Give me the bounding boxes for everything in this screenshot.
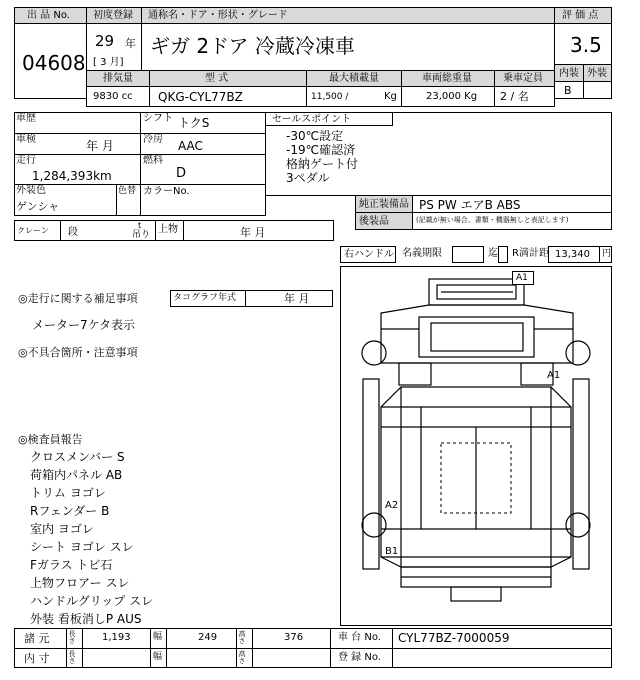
lot-number-cell [14, 23, 87, 99]
interior-label-cell [554, 64, 584, 82]
length-value: 1,193 [102, 632, 131, 643]
year-cell [86, 23, 142, 71]
name-change-label: 名義期限 [402, 248, 442, 259]
crane-dan: 段 [68, 227, 78, 238]
gross-weight-label: 車両総重量 [422, 73, 472, 84]
supplement-label: ◎走行に関する補足事項 [18, 292, 138, 305]
lot-label: 出 品 No. [27, 10, 70, 21]
damage-mark-label: A1 [516, 273, 528, 283]
fuel-value: D [176, 166, 187, 181]
truck-outline-icon [341, 267, 611, 625]
interior-label: 内装 [559, 68, 579, 79]
name-label-cell [141, 7, 555, 24]
sales-point-item: 3ペダル [286, 171, 330, 185]
inspector-item: ハンドルグリップ スレ [30, 594, 154, 608]
mileage-value: 1,284,393km [32, 169, 112, 183]
inspector-item: Rフェンダー B [30, 504, 110, 518]
year-value: 29 [95, 32, 115, 50]
inspection-value: 年 月 [86, 139, 114, 153]
chassis-label: 車 台 No. [338, 632, 381, 643]
inner-label: 内 寸 [24, 652, 50, 665]
damage-mark-a1-right: A1 [547, 370, 561, 381]
model-label: 型 式 [205, 73, 229, 84]
score-label: 評 価 点 [562, 10, 599, 21]
car-name-cell [141, 23, 555, 71]
name-change-box [452, 246, 484, 263]
crane-label: クレーン [17, 226, 49, 235]
car-name: ギガ 2ドア 冷蔵冷凍車 [150, 34, 355, 58]
gross-weight-cell [401, 86, 495, 107]
inspector-item: 室内 ヨゴレ [30, 522, 94, 536]
color-no-label: 色替 [118, 186, 137, 196]
sales-point-item: -30℃設定 [286, 129, 344, 143]
lot-label-cell [14, 7, 87, 24]
year-unit: 年 [125, 37, 136, 50]
ac-label: 冷房 [143, 134, 163, 145]
sales-point-item: 格納ゲート付 [286, 157, 359, 171]
max-load-label-cell [306, 70, 402, 87]
max-load-cell [306, 86, 402, 107]
lot-number: 04608 [22, 51, 86, 75]
mileage-meter-label: 迄 [488, 248, 498, 259]
max-load-label: 最大積載量 [329, 73, 379, 84]
inspector-item: クロスメンバー S [30, 450, 125, 464]
inspector-item: 荷箱内パネル AB [30, 468, 123, 482]
mileage-meter-box [498, 246, 508, 263]
color-code-label: カラーNo. [143, 186, 190, 197]
model-label-cell [149, 70, 307, 87]
capacity-cell [494, 86, 555, 107]
displacement-label: 排気量 [103, 73, 133, 84]
chassis-value: CYL77BZ-7000059 [398, 631, 510, 645]
height-label: 高さ [238, 630, 246, 644]
interior-grade-cell [554, 81, 584, 99]
inspector-item: 外装 看板消しP AUS [30, 612, 142, 626]
inspector-label: ◎検査員報告 [18, 433, 83, 446]
genuine-value: PS PW エアB ABS [419, 198, 521, 212]
inner-length-label: 長さ [68, 650, 76, 664]
right-handle-flag [340, 246, 396, 263]
color-value: ゲンシャ [16, 200, 60, 213]
fuel-label: 燃料 [143, 155, 163, 166]
aftermarket-label: 後装品 [359, 216, 389, 227]
km-value: 円 [602, 249, 612, 259]
gross-weight-value: 23,000 Kg [426, 91, 478, 102]
sales-points-label: セールスポイント [272, 114, 352, 125]
interior-grade: B [564, 84, 572, 97]
month-value: [ 3 月] [93, 57, 124, 68]
sales-points-list [286, 129, 358, 185]
truck-diagram [340, 266, 612, 626]
first-reg-label: 初度登録 [93, 10, 133, 21]
score-value: 3.5 [570, 33, 602, 57]
defects-label: ◎不具合箇所・注意事項 [18, 346, 138, 359]
inspector-item: 上物フロアー スレ [30, 576, 130, 590]
aftermarket-note: (記載が無い場合、書類・機器無しと表記します) [416, 216, 569, 224]
score-cell [554, 23, 612, 65]
damage-mark-a2: A2 [385, 500, 399, 511]
inspection-label: 車検 [16, 134, 36, 145]
inspector-item: シート ヨゴレ スレ [30, 540, 134, 554]
exterior-grade-cell [583, 81, 612, 99]
cabin-up-value: 年 月 [240, 226, 266, 239]
inner-width-label: 幅 [153, 652, 163, 662]
genuine-label: 純正装備品 [359, 199, 409, 210]
dims-label: 諸 元 [24, 632, 50, 645]
width-label: 幅 [153, 632, 163, 642]
max-load-value: 11,500 / [311, 92, 349, 102]
crane-hang: 吊り [132, 230, 151, 240]
aftermarket-cell [412, 212, 612, 230]
exterior-label-cell [583, 64, 612, 82]
mileage-label: 走行 [16, 155, 36, 166]
meter-note: メーター7ケタ表示 [32, 318, 136, 332]
total-mileage-box [548, 246, 600, 263]
shift-label: シフト [143, 113, 173, 124]
displacement-value: 9830 cc [93, 91, 133, 102]
damage-mark-b1: B1 [385, 546, 399, 557]
displacement-label-cell [86, 70, 150, 87]
tacho-value: 年 月 [284, 292, 310, 305]
max-load-unit: Kg [384, 91, 397, 102]
km-box [599, 246, 612, 263]
width-value: 249 [198, 632, 218, 643]
history-label: 車歴 [16, 113, 36, 124]
total-mileage-value: 13,340 [555, 249, 590, 260]
displacement-cell [86, 86, 150, 107]
genuine-cell [412, 195, 612, 213]
height-value: 376 [284, 632, 304, 643]
aftermarket-label-cell [355, 212, 413, 230]
length-label: 長さ [68, 630, 76, 644]
reg-label: 登 録 No. [338, 652, 381, 663]
exterior-label: 外装 [587, 68, 607, 79]
score-label-cell [554, 7, 612, 24]
model-value: QKG-CYL77BZ [158, 90, 243, 104]
gross-weight-label-cell [401, 70, 495, 87]
inspector-item: トリム ヨゴレ [30, 486, 106, 500]
color-label: 外装色 [16, 185, 46, 196]
first-reg-label-cell [86, 7, 142, 24]
inspector-list [30, 448, 153, 628]
capacity-label-cell [494, 70, 555, 87]
ac-value: AAC [178, 139, 203, 153]
damage-mark-a1-top [512, 271, 534, 285]
inner-height-label: 高さ [238, 650, 246, 664]
crane-ton: t [138, 221, 142, 230]
cabin-up-label: 上物 [158, 224, 178, 235]
genuine-label-cell [355, 195, 413, 213]
capacity-label: 乗車定員 [503, 73, 543, 84]
shift-value: トクS [178, 116, 210, 130]
name-label: 通称名・ドア・形状・グレード [148, 10, 288, 21]
model-cell [149, 86, 307, 107]
right-handle-label: 右ハンドル [344, 249, 394, 260]
capacity-value: 2 / 名 [500, 90, 529, 103]
total-mileage-label: R満計距 [512, 248, 549, 259]
inspector-item: Fガラス トビ石 [30, 558, 113, 572]
tacho-label: タコグラフ年式 [173, 293, 237, 303]
sales-point-item: -19℃確認済 [286, 143, 356, 157]
